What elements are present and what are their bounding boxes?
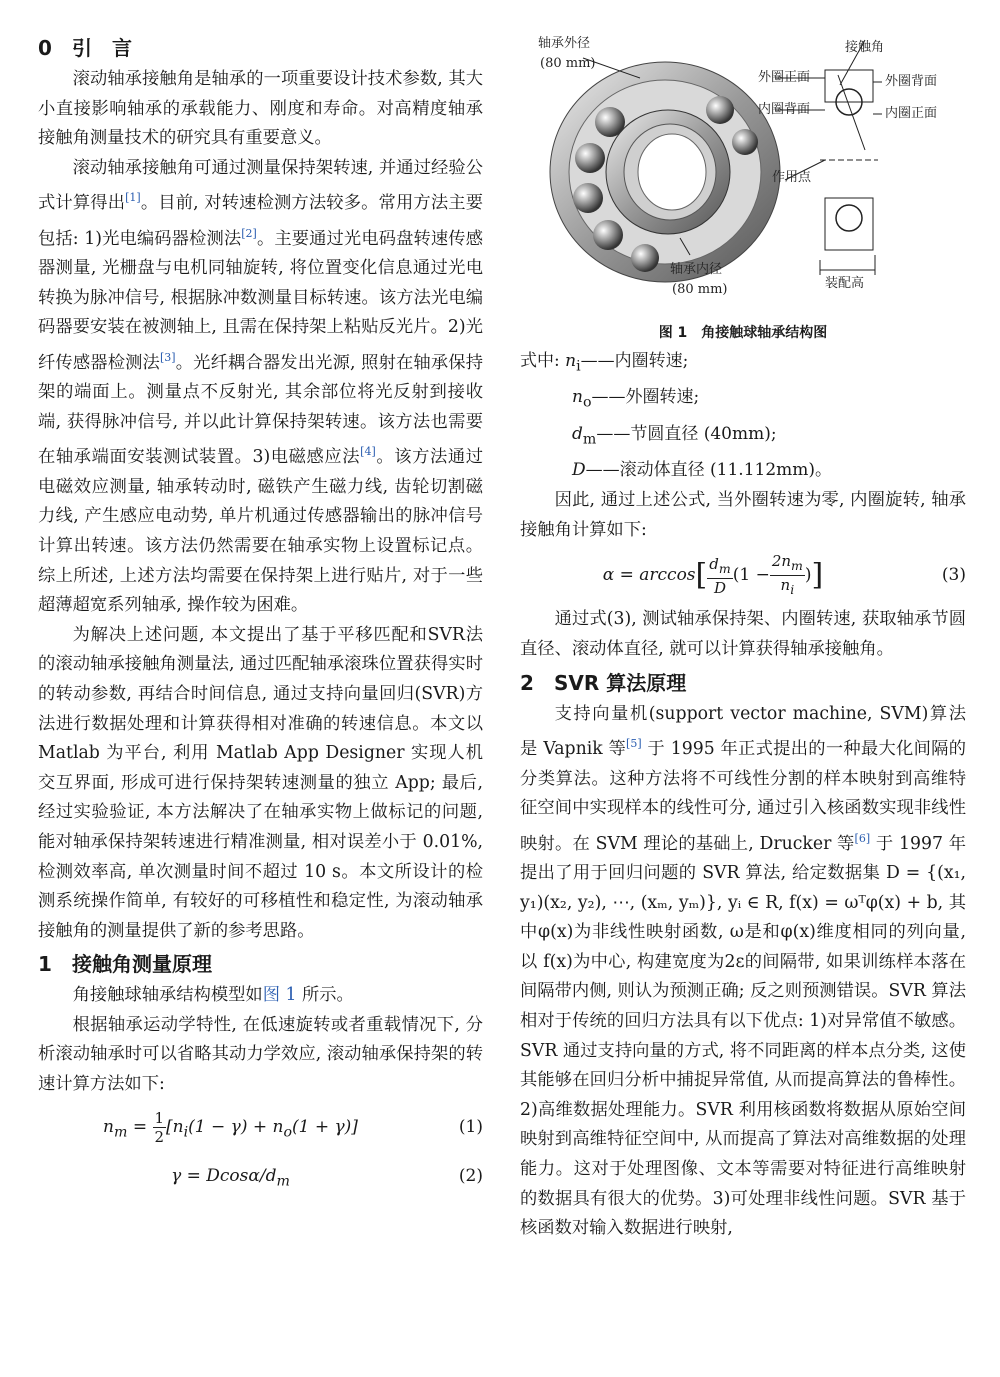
symbol-definition-D: D——滚动体直径 (11.112mm)。	[572, 460, 833, 481]
citation-2[interactable]: [2]	[241, 226, 257, 240]
section-heading-1: 1 接触角测量原理	[38, 952, 212, 977]
paragraph-intro-1: 滚动轴承接触角是轴承的一项重要设计技术参数, 其大小直接影响轴承的承载能力、刚度和寿命。对高精度轴承接触角测量技术的研究具有重要意义。	[38, 69, 483, 149]
section-heading-2: 2 SVR 算法原理	[520, 670, 687, 695]
right-column	[520, 30, 966, 1244]
label-outer-ring-front: 外圈正面	[758, 70, 811, 85]
bearing-photo	[550, 58, 780, 282]
equation-3: α = arccos[ $\frac{d_m}{D}$ (1 − $\frac{2n_m}{n_i}$ )] (3)	[520, 545, 966, 605]
label-contact-angle: 接触角	[845, 40, 885, 55]
section-heading-0: 0 引 言	[38, 36, 132, 60]
figure-1-link[interactable]: 图 1	[262, 985, 297, 1006]
equation-3-number: (3)	[941, 565, 966, 586]
citation-6[interactable]: [6]	[854, 831, 871, 845]
label-outer-diameter-value: (80 mm)	[540, 56, 596, 71]
paragraph-svr: 支持向量机(support vector machine, SVM)算法是 Vapnik 等[5] 于 1995 年正式提出的一种最大化间隔的分类算法。这种方法将不可线性分割的样本映射到高维特征空间中实现样本的线性可分, 通过引入核函数实现非线性映射。在 SVM 理论的基础上, Drucker 等[6] 于 1997 年提出了用于回归问题的 SVR 算法, 给定数据集 D = {(x₁, y₁)(x₂, y₂), ⋯, (xₘ, yₘ)}, yᵢ ∈ R, f(x) = ωᵀφ(x) + b, 其中φ(x)为非线性映射函数, ω是和φ(x)维度相同的列向量, 以 f(x)为中心, 构建宽度为2ε的间隔带, 如果训练样本落在间隔带内侧, 则认为预测正确; 反之则预测错误。SVR 算法相对于传统的回归方法具有以下优点: 1)对异常值不敏感。SVR 通过支持向量的方式, 将不同距离的样本点分类, 这使其能够在回归分析中捕捉异常值, 从而提高算法的鲁棒性。2)高维数据处理能力。SVR 利用核函数将数据从原始空间映射到高维特征空间中, 从而提高了算法对高维数据的处理能力。这对于处理图像、文本等需要对特征进行高维映射的数据具有很大的优势。3)可处理非线性问题。SVR 基于核函数对输入数据进行映射,	[520, 703, 966, 1239]
citation-1[interactable]: [1]	[125, 191, 141, 205]
label-outer-ring-back: 外圈背面	[885, 74, 938, 89]
citation-5[interactable]: [5]	[626, 737, 642, 751]
paragraph-kinematics: 根据轴承运动学特性, 在低速旋转或者重载情况下, 分析滚动轴承时可以省略其动力学效应, 滚动轴承保持架的转速计算方法如下:	[38, 1014, 483, 1095]
symbol-definition-dm: $d_m——$节圆直径 (40mm);	[572, 423, 777, 448]
paragraph-intro-2: 滚动轴承接触角可通过测量保持架转速, 并通过经验公式计算得出[1]。目前, 对转速检测方法较多。常用方法主要包括: 1)光电编码器检测法[2]。主要通过光电码盘转速传感器测量, 光栅盘与电机同轴旋转, 将位置变化信息通过光电转换为脉冲信号, 根据脉冲数测量目标转速。该方法光电编码器要安装在被测轴上, 且需在保持架上粘贴反光片。2)光纤传感器检测法[3]。光纤耦合器发出光源, 照射在轴承保持架的端面上。测量点不反射光, 其余部位将光反射到接收端, 获得脉冲信号, 并以此计算保持架转速。该方法也需要在轴承端面安装测试装置。3)电磁感应法[4]。该方法通过电磁效应测量, 轴承转动时, 磁铁产生磁力线, 齿轮切割磁力线, 产生感应电动势, 单片机通过传感器输出的脉冲信号计算出转速。该方法仍然需要在轴承实物上设置标记点。综上所述, 上述方法均需要在保持架上进行贴片, 对于一些超薄超宽系列轴承, 操作较为困难。	[38, 157, 483, 616]
paragraph-contact-angle-calc: 因此, 通过上述公式, 当外圈转速为零, 内圈旋转, 轴承接触角计算如下:	[520, 490, 966, 540]
equation-1-number: (1)	[458, 1116, 483, 1137]
equation-2: γ = Dcosα/$d_m$ (2)	[38, 1154, 483, 1198]
paragraph-intro-3: 为解决上述问题, 本文提出了基于平移匹配和SVR法的滚动轴承接触角测量法, 通过匹配轴承滚珠位置获得实时的转动参数, 再结合时间信息, 通过支持向量回归(SVR)方法进行数据处理和计算获得相对准确的转速信息。本文以 Matlab 为平台, 利用 Matlab App Designer 实现人机交互界面, 形成可进行保持架转速测量的独立 App; 最后, 经过实验验证, 本方法解决了在轴承实物上做标记的问题, 能对轴承保持架转速进行精准测量, 相对误差小于 0.01%, 检测效率高, 单次测量时间不超过 10 s。本文所设计的检测系统操作简单, 有较好的可移植性和稳定性, 为滚动轴承接触角的测量提供了新的参考思路。	[38, 624, 483, 941]
figure-1-caption: 图 1 角接触球轴承结构图	[658, 325, 828, 341]
label-assembly-height: 装配高	[825, 276, 865, 291]
label-inner-ring-front: 内圈正面	[885, 106, 938, 121]
paragraph-contact-angle-summary: 通过式(3), 测试轴承保持架、内圈转速, 获取轴承节圆直径、滚动体直径, 就可以计算获得轴承接触角。	[520, 609, 966, 659]
symbol-definition-no: $n_o——$外圈转速;	[572, 387, 700, 411]
label-outer-diameter: 轴承外径	[538, 36, 591, 51]
equation-2-number: (2)	[458, 1165, 483, 1186]
equation-1: $n_m$ = $\frac{1}{2}$ $[n_i(1 - \gamma) + n_o(1 + \gamma)]$ (1)	[38, 1100, 483, 1154]
label-inner-diameter: 轴承内径	[670, 262, 723, 277]
citation-3[interactable]: [3]	[160, 350, 176, 364]
citation-4[interactable]: [4]	[360, 445, 376, 459]
symbol-definition-ni: 式中: $n_i——$内圈转速;	[520, 351, 689, 375]
paragraph-figure-ref: 角接触球轴承结构模型如图 1 所示。	[72, 985, 354, 1006]
left-column	[38, 30, 483, 1198]
label-inner-ring-back: 内圈背面	[758, 102, 811, 117]
figure-1	[520, 30, 966, 320]
label-action-point: 作用点	[772, 170, 812, 185]
label-inner-diameter-value: (80 mm)	[672, 282, 728, 297]
